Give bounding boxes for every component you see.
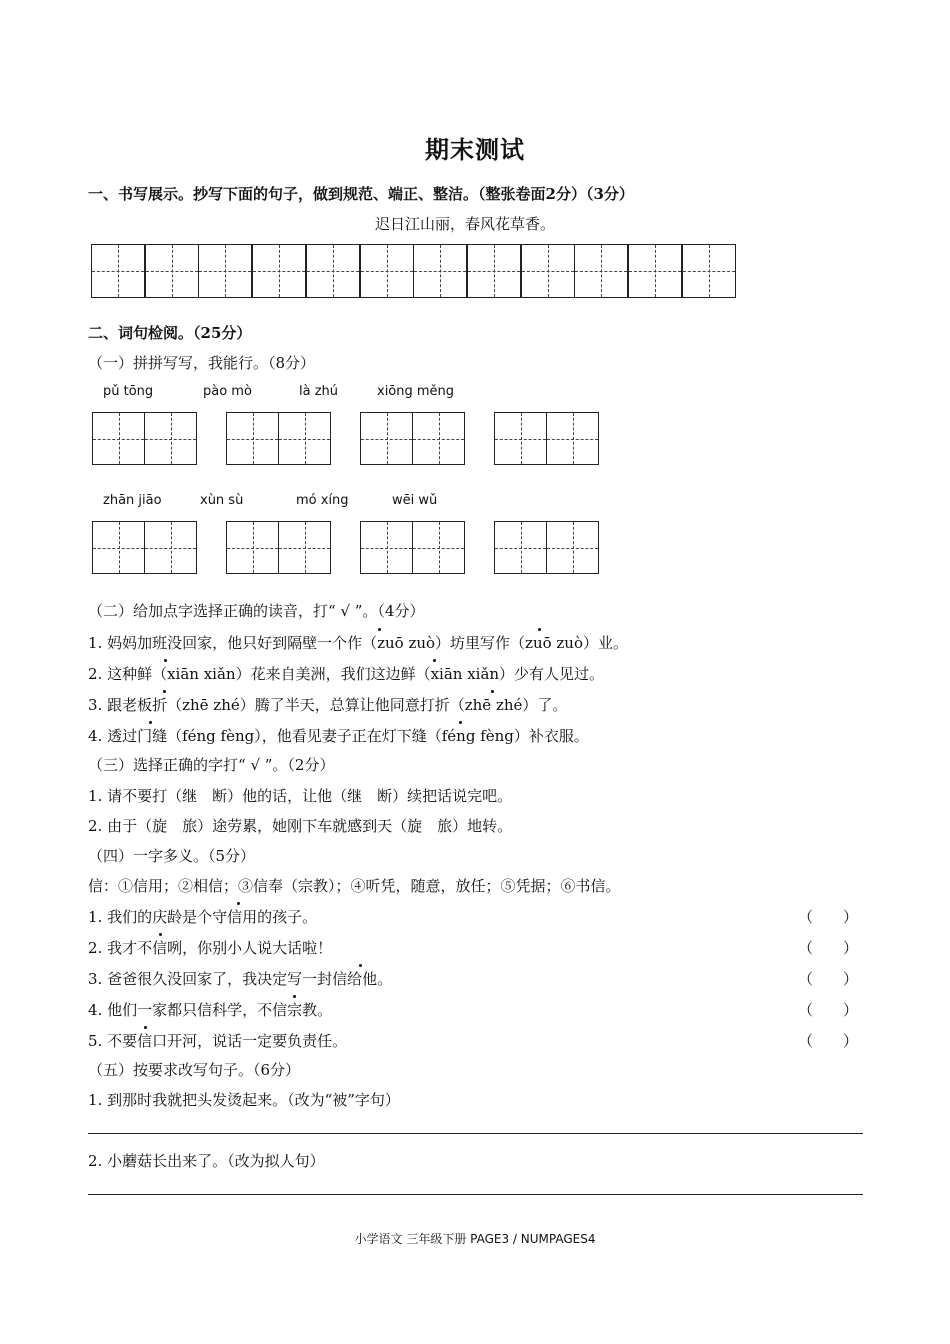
reading-item: 4. 透过门缝（féng fèng），他看见妻子正在灯下缝（féng fèng）补衣服。 [88,727,589,745]
character-box[interactable] [144,521,197,574]
grid-guide-horizontal [93,548,144,549]
grid-guide-horizontal [495,548,546,549]
emphasis-dot [163,690,166,693]
writing-cell[interactable] [574,244,628,298]
answer-blank[interactable]: （ ） [798,970,859,988]
writing-cell[interactable] [252,244,306,298]
answer-line[interactable] [88,1194,863,1195]
pinyin-label: mó xíng [296,493,349,508]
character-box[interactable] [278,412,331,465]
reading-item: 1. 妈妈加班没回家，他只好到隔壁一个作（zuō zuò）坊里写作（zuō zuò）业。 [88,634,628,652]
grid-guide-horizontal [361,439,412,440]
answer-blank[interactable]: （ ） [798,908,859,926]
character-box[interactable] [278,521,331,574]
grid-guide-horizontal [413,548,464,549]
grid-guide-horizontal [522,271,574,272]
character-box[interactable] [92,521,145,574]
pinyin-label: wēi wǔ [392,493,438,508]
character-box[interactable] [92,412,145,465]
reading-item: 2. 这种鲜（xiān xiǎn）花来自美洲，我们这边鲜（xiān xiǎn）少有人见过。 [88,665,605,683]
grid-guide-horizontal [629,271,681,272]
grid-guide-horizontal [683,271,735,272]
grid-guide-horizontal [279,439,330,440]
writing-cell[interactable] [628,244,682,298]
choice-item: 1. 请不要打（继 断）他的话，让他（继 断）续把话说完吧。 [88,787,513,805]
definitions: 信：①信用；②相信；③信奉（宗教）；④听凭，随意，放任；⑤凭据；⑥书信。 [88,877,621,895]
grid-guide-horizontal [93,439,144,440]
grid-guide-horizontal [199,271,251,272]
part4-heading: （四）一字多义。（5分） [88,847,256,865]
emphasis-dot [359,964,362,967]
pinyin-label: xùn sù [200,493,244,508]
character-box[interactable] [144,412,197,465]
answer-blank[interactable]: （ ） [798,1032,859,1050]
grid-guide-horizontal [145,548,196,549]
page-title: 期末测试 [425,135,525,164]
part2-heading: （二）给加点字选择正确的读音，打“ √ ”。（4分） [88,602,425,620]
pinyin-label: xiōng měng [377,384,455,399]
grid-guide-horizontal [547,548,598,549]
emphasis-dot [491,690,494,693]
grid-guide-horizontal [468,271,520,272]
writing-cell[interactable] [521,244,575,298]
grid-guide-horizontal [279,548,330,549]
grid-guide-horizontal [253,271,305,272]
emphasis-dot [149,721,152,724]
character-box[interactable] [494,521,547,574]
pinyin-label: pǔ tōng [103,384,154,399]
grid-guide-horizontal [413,439,464,440]
meaning-item: 5. 不要信口开河，说话一定要负责任。 [88,1032,348,1050]
emphasis-dot [538,628,541,631]
part3-heading: （三）选择正确的字打“ √ ”。（2分） [88,756,335,774]
emphasis-dot [433,659,436,662]
section2-heading: 二、词句检阅。（25分） [88,324,252,342]
part1-heading: （一）拼拼写写，我能行。（8分） [88,354,316,372]
character-box[interactable] [360,521,413,574]
reading-item: 3. 跟老板折（zhē zhé）腾了半天，总算让他同意打折（zhē zhé）了。 [88,696,568,714]
grid-guide-horizontal [495,439,546,440]
pinyin-label: pào mò [203,384,252,399]
writing-cell[interactable] [360,244,414,298]
rewrite-item: 2. 小蘑菇长出来了。（改为拟人句） [88,1152,325,1170]
grid-guide-horizontal [307,271,359,272]
grid-guide-horizontal [146,271,198,272]
emphasis-dot [237,902,240,905]
grid-guide-horizontal [227,548,278,549]
copy-sentence: 迟日江山丽，春风花草香。 [375,215,556,233]
writing-cell[interactable] [682,244,736,298]
choice-item: 2. 由于（旋 旅）途劳累，她刚下车就感到天（旋 旅）地转。 [88,817,513,835]
meaning-item: 4. 他们一家都只信科学，不信宗教。 [88,1001,333,1019]
meaning-item: 2. 我才不信咧，你别小人说大话啦！ [88,939,333,957]
emphasis-dot [459,721,462,724]
emphasis-dot [144,1026,147,1029]
grid-guide-horizontal [361,548,412,549]
character-box[interactable] [494,412,547,465]
character-box[interactable] [546,412,599,465]
grid-guide-horizontal [92,271,144,272]
emphasis-dot [378,628,381,631]
section1-heading: 一、书写展示。抄写下面的句子，做到规范、端正、整洁。（整张卷面2分）（3分） [88,185,634,203]
pinyin-label: zhān jiāo [103,493,162,508]
grid-guide-horizontal [547,439,598,440]
writing-cell[interactable] [467,244,521,298]
grid-guide-horizontal [414,271,466,272]
grid-guide-horizontal [227,439,278,440]
emphasis-dot [164,659,167,662]
grid-guide-horizontal [575,271,627,272]
part5-heading: （五）按要求改写句子。（6分） [88,1061,301,1079]
meaning-item: 3. 爸爸很久没回家了，我决定写一封信给他。 [88,970,393,988]
meaning-item: 1. 我们的庆龄是个守信用的孩子。 [88,908,318,926]
pinyin-label: là zhú [299,384,339,399]
emphasis-dot [159,933,162,936]
character-box[interactable] [412,521,465,574]
character-box[interactable] [226,412,279,465]
grid-guide-horizontal [145,439,196,440]
writing-cell[interactable] [145,244,199,298]
character-box[interactable] [546,521,599,574]
writing-cell[interactable] [91,244,145,298]
answer-blank[interactable]: （ ） [798,939,859,957]
answer-line[interactable] [88,1133,863,1134]
page-footer: 小学语文 三年级下册 PAGE3 / NUMPAGES4 [354,1232,596,1246]
rewrite-item: 1. 到那时我就把头发烫起来。（改为“被”字句） [88,1091,400,1109]
answer-blank[interactable]: （ ） [798,1001,859,1019]
emphasis-dot [293,995,296,998]
grid-guide-horizontal [361,271,413,272]
writing-cell[interactable] [306,244,360,298]
character-box[interactable] [412,412,465,465]
character-box[interactable] [226,521,279,574]
writing-cell[interactable] [198,244,252,298]
character-box[interactable] [360,412,413,465]
writing-cell[interactable] [413,244,467,298]
